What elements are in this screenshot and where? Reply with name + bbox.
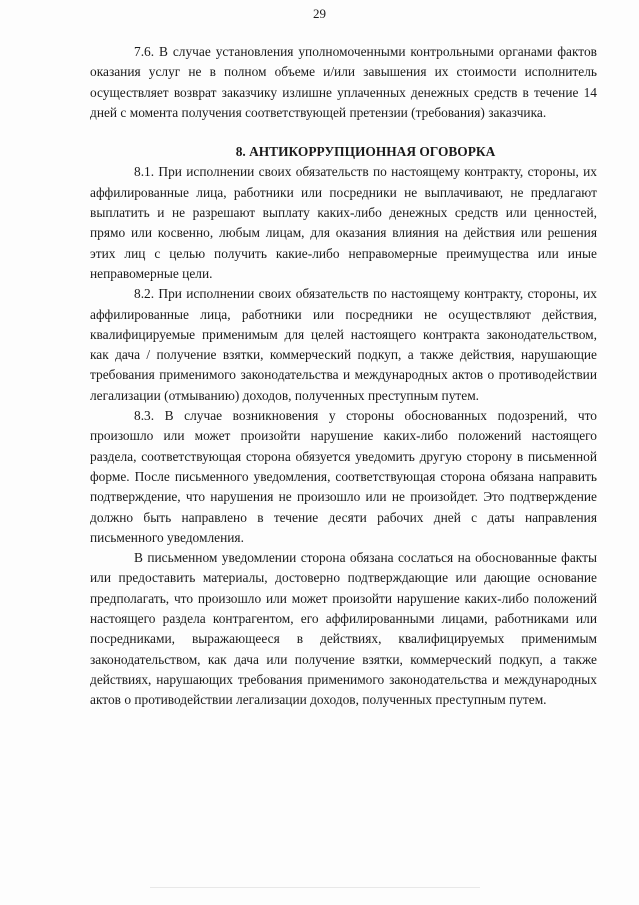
paragraph-8-3-continuation: В письменном уведомлении сторона обязана сослаться на обоснованные факты или предоставить материалы, достоверно подтверждающие или дающие основание предполагать, что произошло или может произойти нарушение каких-либо положений настоящего раздела контрагентом, его аффилированными лицами, работниками или посредниками, выражающееся в действиях, квалифицируемых применимым законодательством, как дача или получение взятки, коммерческий подкуп, а также действиях, нарушающих требования применимого законодательства и международных актов о противодействии легализации доходов, полученных преступным путем. xyxy=(90,550,597,708)
scan-artifact-line xyxy=(150,887,480,888)
paragraph-8-1: 8.1. При исполнении своих обязательств по настоящему контракту, стороны, их аффилированные лица, работники или посредники не выплачивают, не предлагают выплатить и не разрешают выплату каких-либо денежных средств или ценностей, прямо или косвенно, любым лицам, для оказания влияния на действия или решения этих лиц с целью получить какие-либо неправомерные преимущества или иные неправомерные цели. xyxy=(90,164,597,281)
paragraph-8-3: 8.3. В случае возникновения у стороны обоснованных подозрений, что произошло или может произойти нарушение каких-либо положений настоящего раздела, соответствующая сторона обязуется уведомить другую сторону в письменной форме. После письменного уведомления, соответствующая сторона обязана направить подтверждение, что нарушения не произошло или не произойдет. Это подтверждение должно быть направлено в течение десяти рабочих дней с даты направления письменного уведомления. xyxy=(90,408,597,545)
page-number: 29 xyxy=(313,6,326,21)
page-body xyxy=(90,42,597,711)
section-heading-8: 8. АНТИКОРРУПЦИОННАЯ ОГОВОРКА xyxy=(235,144,496,160)
paragraph-7-6: 7.6. В случае установления уполномоченными контрольными органами фактов оказания услуг не в полном объеме и/или завышения их стоимости исполнитель осуществляет возврат заказчику излишне уплаченных денежных средств в течение 14 дней с момента получения соответствующей претензии (требования) заказчика. xyxy=(90,44,597,120)
paragraph-8-2: 8.2. При исполнении своих обязательств по настоящему контракту, стороны, их аффилированные лица, работники или посредники не осуществляют действия, квалифицируемые применимым для целей настоящего контракта законодательством, как дача / получение взятки, коммерческий подкуп, а также действия, нарушающие требования применимого законодательства и международных актов о противодействии легализации (отмыванию) доходов, полученных преступным путем. xyxy=(90,286,597,403)
